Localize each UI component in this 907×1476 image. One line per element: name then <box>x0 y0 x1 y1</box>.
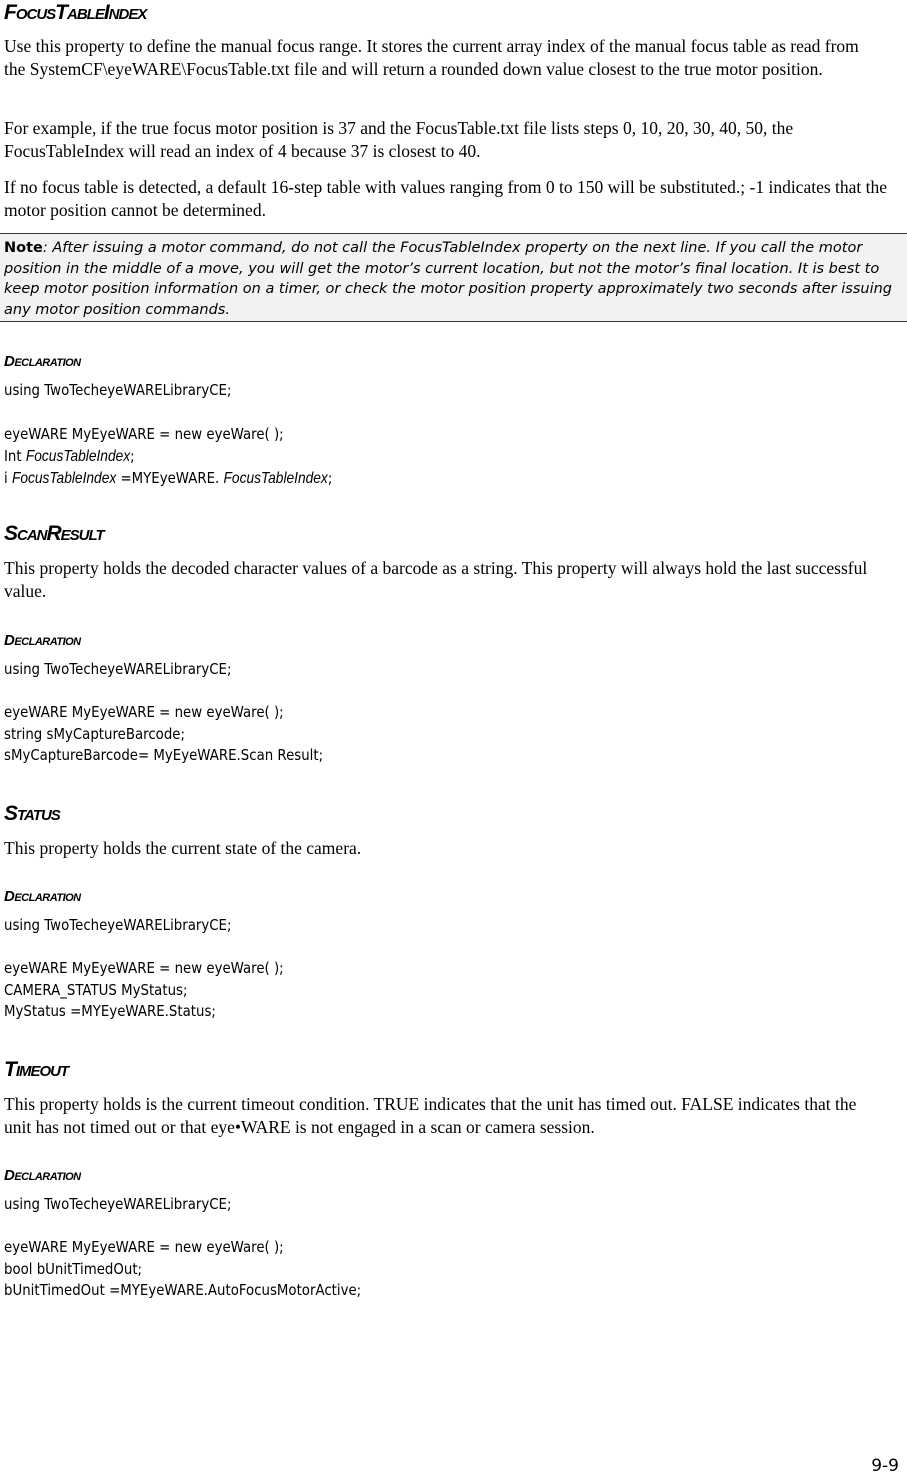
focus-table-index-heading: FocusTableIndex <box>4 1 147 24</box>
code-token: i <box>4 469 12 487</box>
code-token: ; <box>327 469 333 487</box>
code-token: =MYEyeWARE. <box>116 469 224 487</box>
focus-declaration-heading: Declaration <box>4 353 81 370</box>
focus-code-line-4 <box>4 468 332 490</box>
timeout-declaration-heading: Declaration <box>4 1167 81 1184</box>
timeout-para: This property holds is the current timeout condition. TRUE indicates that the unit has timed out. FALSE indicates that the unit has not timed out or that eye•WARE is not engaged in a scan or camera session. <box>4 1094 857 1137</box>
scan-code: using TwoTecheyeWARELibraryCE; eyeWARE MyEyeWARE = new eyeWare( ); string sMyCaptureBarcode; sMyCaptureBarcode= MyEyeWARE.Scan Result; <box>4 660 324 764</box>
scan-para: This property holds the decoded character values of a barcode as a string. This property will always hold the last successful value. <box>4 558 868 601</box>
timeout-heading: Timeout <box>4 1058 69 1081</box>
focus-code-line-3 <box>4 446 135 468</box>
scan-declaration-heading: Declaration <box>4 632 81 649</box>
focus-para-1: Use this property to define the manual focus range. It stores the current array index of the manual focus table as read from the SystemCF\eyeWARE\FocusTable.txt file and will return a rounded down value closest to the true motor position. <box>4 36 859 79</box>
code-token: Int <box>4 447 26 465</box>
scan-result-heading: ScanResult <box>4 522 104 545</box>
status-code: using TwoTecheyeWARELibraryCE; eyeWARE MyEyeWARE = new eyeWare( ); CAMERA_STATUS MyStatus; MyStatus =MYEyeWARE.Status; <box>4 916 284 1020</box>
status-declaration-heading: Declaration <box>4 888 81 905</box>
code-token: ; <box>130 447 135 465</box>
code-token-italic: FocusTableIndex <box>11 470 117 487</box>
status-heading: Status <box>4 802 60 825</box>
note-box <box>0 233 907 322</box>
page-number: 9-9 <box>871 1456 899 1476</box>
code-token-italic: FocusTableIndex <box>25 448 131 465</box>
note-label: Note <box>4 240 43 256</box>
timeout-code: using TwoTecheyeWARELibraryCE; eyeWARE MyEyeWARE = new eyeWare( ); bool bUnitTimedOut; bUnitTimedOut =MYEyeWARE.AutoFocusMotorActive; <box>4 1195 362 1299</box>
focus-code-new: eyeWARE MyEyeWARE = new eyeWare( ); <box>4 425 284 443</box>
status-para: This property holds the current state of the camera. <box>4 838 362 858</box>
focus-para-3: If no focus table is detected, a default 16-step table with values ranging from 0 to 150 will be substituted.; -1 indicates that the motor position cannot be determined. <box>4 177 888 220</box>
code-token-italic: FocusTableIndex <box>223 470 328 487</box>
note-text: : After issuing a motor command, do not call the FocusTableIndex property on the next line. If you call the motor position in the middle of a move, you will get the motor’s current location, but not the motor’s final location. It is best to keep motor position information on a timer, or check the motor position property approximately two seconds after issuing any motor position commands. <box>4 240 893 318</box>
focus-code-using: using TwoTecheyeWARELibraryCE; <box>4 381 232 399</box>
focus-para-2: For example, if the true focus motor position is 37 and the FocusTable.txt file lists steps 0, 10, 20, 30, 40, 50, the FocusTableIndex will read an index of 4 because 37 is closest to 40. <box>4 118 794 161</box>
